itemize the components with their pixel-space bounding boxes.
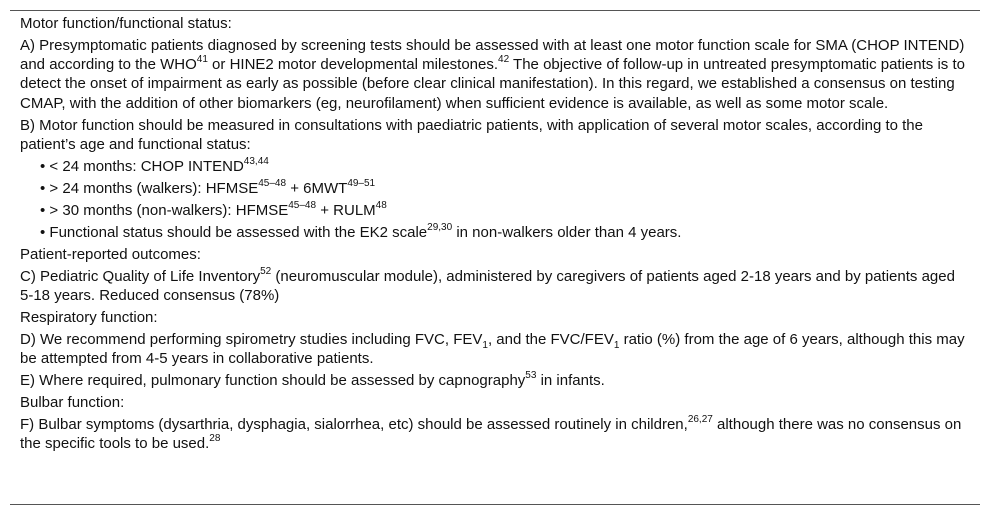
bullet-text: + 6MWT — [286, 179, 348, 197]
bullet-text: + RULM — [316, 201, 376, 219]
section-heading-motor: Motor function/functional status: — [20, 15, 232, 32]
citation-ref: 45–48 — [288, 199, 317, 211]
recommendation-d-text-1: D) We recommend performing spirometry studies including FVC, FEV — [20, 331, 483, 349]
bullet-text: Functional status should be assessed with the EK2 scale — [49, 223, 428, 241]
bullet-item — [20, 179, 965, 198]
recommendation-c — [20, 267, 965, 305]
bullet-item — [20, 201, 965, 220]
citation-ref: 28 — [209, 433, 221, 445]
recommendation-a-text-2: or HINE2 motor developmental milestones. — [207, 56, 499, 74]
recommendation-a — [20, 36, 965, 113]
section-heading-patient-reported: Patient-reported outcomes: — [20, 245, 201, 263]
recommendation-e — [20, 371, 965, 390]
recommendation-e-text-2: in infants. — [536, 372, 605, 390]
bullet-text: > 30 months (non-walkers): HFMSE — [49, 201, 289, 219]
recommendation-d — [20, 330, 965, 368]
recommendation-f — [20, 415, 965, 453]
recommendation-c-text-2: (neuromuscular module), administered by caregivers of patients aged 2-18 years and by patients aged 5-18 years. Reduced consensus (78%) — [20, 267, 955, 305]
bullet-item — [20, 223, 965, 242]
recommendation-d-text-3: ratio (%) from the age of 6 years, although this may be attempted from 4-5 years in collaborative patients. — [20, 331, 965, 368]
citation-ref: 26,27 — [687, 414, 713, 426]
recommendation-d-text-2: , and the FVC/FEV — [487, 331, 614, 349]
recommendation-f-text-2: although there was no consensus on the specific tools to be used. — [20, 416, 962, 453]
bullet-text: > 24 months (walkers): HFMSE — [49, 179, 259, 197]
recommendation-a-text-3: The objective of follow-up in untreated presymptomatic patients is to detect the onset of impairment as early as possible (before clear clinical manifestation). In this regard, we established a consensus on testing CMAP, with the addition of other biomarkers (eg, neurofilament) when sufficient evidence is available, as well as some motor scale. — [20, 56, 965, 112]
recommendation-e-text-1: E) Where required, pulmonary function should be assessed by capnography — [20, 372, 526, 390]
recommendation-f-text-1: F) Bulbar symptoms (dysarthria, dysphagia, sialorrhea, etc) should be assessed routinely in children, — [20, 416, 688, 434]
citation-ref: 29,30 — [427, 221, 453, 233]
citation-ref: 48 — [375, 199, 387, 211]
citation-ref: 42 — [498, 54, 510, 66]
citation-ref: 53 — [525, 370, 537, 382]
recommendation-c-text-1: C) Pediatric Quality of Life Inventory — [20, 267, 261, 285]
bullet-item — [20, 157, 965, 176]
citation-ref: 45–48 — [258, 177, 287, 189]
citation-ref: 41 — [196, 54, 208, 66]
section-heading-bulbar: Bulbar function: — [20, 394, 125, 412]
recommendations-table — [10, 10, 980, 505]
citation-ref: 52 — [260, 265, 272, 277]
recommendation-a-text-1: A) Presymptomatic patients diagnosed by screening tests should be assessed with at least one motor function scale for SMA (CHOP INTEND) and according to the WHO — [20, 37, 965, 74]
citation-ref: 49–51 — [347, 177, 376, 189]
section-heading-respiratory: Respiratory function: — [20, 309, 158, 327]
subscript: 1 — [613, 340, 620, 352]
bullet-text: in non-walkers older than 4 years. — [452, 223, 682, 241]
subscript: 1 — [482, 340, 488, 352]
bullet-text: < 24 months: CHOP INTEND — [49, 157, 244, 175]
recommendation-b: B) Motor function should be measured in consultations with paediatric patients, with application of several motor scales, according to the patient’s age and functional status: — [20, 116, 923, 153]
citation-ref: 43,44 — [243, 155, 269, 167]
table-cell — [20, 14, 965, 454]
